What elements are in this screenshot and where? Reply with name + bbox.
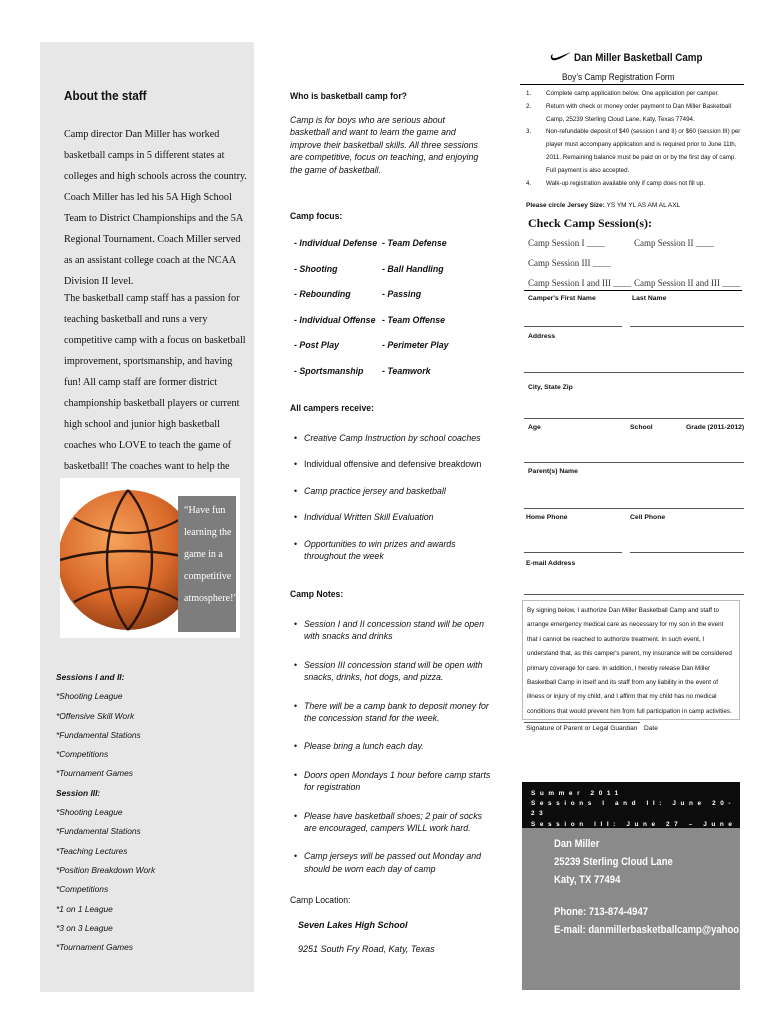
school-label: School [630,424,653,431]
dates-box [522,782,740,828]
about-paragraph-2: The basketball camp staff has a passion for teaching basketball and runs a very competitive camp with a focus on basketball improvement, sportsmanship, and having fun! All camp staff are former district championship basketball players or current high school and junior high basketball coaches who LOVE to teach the game of basketball! The coaches want to help the [64,293,246,472]
session-list-item: *Shooting League [56,691,123,702]
instruction-step [526,178,742,191]
about-staff-heading: About the staff [64,88,147,103]
location-address: 9251 South Fry Road, Katy, Texas [298,944,435,954]
session-option-1[interactable]: Camp Session I ____ [528,238,605,248]
parents-field[interactable] [524,508,744,509]
session-list-item: *Fundamental Stations [56,826,141,837]
about-paragraph-1: Camp director Dan Miller has worked basketball camps in 5 different states at colleges and high schools across the country. Coach Miller has led his 5A High School Team to District Championships and the 5A Regional Tournament. Coach Miller served as an assistant college coach at the NCAA Division II level. [64,129,247,287]
focus-item: - Post Play [294,340,339,351]
bullet-icon: • [294,619,298,629]
session-list-item: *Teaching Lectures [56,845,128,856]
receive-item [294,458,494,470]
first-name-field[interactable] [524,326,622,327]
session-option-3[interactable]: Camp Session III ____ [528,258,611,268]
focus-item: - Shooting [294,263,338,274]
focus-item: - Individual Defense [294,238,378,248]
note-item-text: Please have basketball shoes; 2 pair of socks are encouraged, campers WILL work hard. [304,810,482,834]
session-list-item: *Competitions [56,749,109,760]
receive-item [294,538,494,563]
receive-item-text: Creative Camp Instruction by school coaches [304,433,481,443]
location-name: Seven Lakes High School [298,920,408,930]
focus-heading: Camp focus: [290,210,343,221]
step-number: 4. [526,179,532,187]
focus-item: - Team Defense [382,238,447,248]
step-text: Return with check or money order payment to Dan Miller Basketball Camp, 25239 Sterling Cloud Lane, Katy, Texas 77494. [546,102,732,123]
note-item-text: Session III concession stand will be open with snacks, drinks, hot dogs, and pizza. [304,659,483,683]
note-item [294,810,494,835]
address-label: Address [528,333,556,340]
focus-row [294,238,484,264]
last-name-label: Last Name [632,295,667,302]
note-item-text: There will be a camp bank to deposit money for the concession stand for the week. [304,700,489,724]
age-school-grade-field[interactable] [524,462,744,463]
focus-item: - Teamwork [382,365,431,376]
receive-heading: All campers receive: [290,402,374,413]
note-item [294,850,494,875]
bullet-icon: • [294,741,298,752]
bullet-icon: • [294,485,298,496]
signature-label: Signature of Parent or Legal Guardian [526,725,638,732]
session-list-item: *Position Breakdown Work [56,864,156,875]
session-list-item: *Shooting League [56,807,123,818]
step-number: 3. [526,128,532,136]
session-3-dates: Session III: June 27 – June [531,820,737,828]
notes-list [294,618,494,875]
contact-name: Dan Miller [554,838,600,850]
instruction-step [526,126,742,177]
receive-item-text: Camp practice jersey and basketball [304,485,446,496]
bullet-icon: • [294,538,298,549]
step-number: 2. [526,102,532,110]
quote-box: “Have fun learning the game in a competitive atmosphere!” [178,496,236,632]
email-field[interactable] [524,594,744,595]
who-heading: Who is basketball camp for? [290,90,407,101]
session-list-item: Session III: [56,787,101,798]
notes-heading: Camp Notes: [290,588,344,599]
session-list-item: *Tournament Games [56,942,133,953]
contact-email[interactable]: E-mail: danmillerbasketballcamp@yahoo.com [554,924,762,936]
contact-city: Katy, TX 77494 [554,874,621,886]
city-label: City, State Zip [528,384,573,391]
bullet-icon: • [294,700,298,711]
focus-item: - Passing [382,289,422,300]
session-option-5[interactable]: Camp Session II and III ____ [634,278,741,288]
receive-item-text: Opportunities to win prizes and awards throughout the week [304,538,456,562]
session-list-item: Sessions I and II: [56,672,125,682]
focus-item: - Perimeter Play [382,340,449,351]
address-field[interactable] [524,372,744,373]
camp-title: Dan Miller Basketball Camp [574,52,703,64]
last-name-field[interactable] [630,326,744,327]
form-title: Boy’s Camp Registration Form [562,72,675,82]
title-divider [520,84,744,85]
step-text: Complete camp application below. One application per camper. [546,90,720,97]
receive-item [294,485,494,497]
grade-label: Grade (2011-2012) [686,424,745,431]
home-phone-label: Home Phone [526,514,568,521]
bullet-icon: • [294,851,298,862]
focus-row [294,340,484,366]
bullet-icon: • [294,810,298,821]
step-number: 1. [526,90,532,97]
jersey-sizes[interactable]: YS YM YL AS AM AL AXL [606,202,681,209]
note-item [294,618,494,643]
parents-label: Parent(s) Name [528,468,578,475]
focus-grid [294,238,484,392]
city-field[interactable] [524,418,744,419]
step-text: Walk-up registration available only if camp does not fill up. [546,179,706,187]
cell-phone-field[interactable] [630,552,744,553]
cell-phone-label: Cell Phone [630,514,666,521]
bullet-icon: • [294,433,298,443]
session-list-item: *Tournament Games [56,768,133,779]
bullet-icon: • [294,769,298,780]
bullet-icon: • [294,512,298,523]
session-option-4[interactable]: Camp Session I and III ____ [528,278,632,288]
note-item-text: Doors open Mondays 1 hour before camp starts for registration [304,769,491,793]
note-item [294,700,494,725]
session-list-item: *Offensive Skill Work [56,710,135,721]
focus-item: - Individual Offense [294,314,376,325]
who-text: Camp is for boys who are serious about basketball and want to learn the game and improve their basketball skills. All three sessions are competitive, focus on teaching, and enjoying the game of basketball. [290,115,479,175]
check-session-heading: Check Camp Session(s): [528,216,653,230]
focus-item: - Sportsmanship [294,365,364,376]
focus-row [294,264,484,290]
session-option-2[interactable]: Camp Session II ____ [634,238,714,248]
summer-label: Summer 2011 [531,790,623,797]
session-divider [524,290,742,291]
note-item [294,659,494,684]
focus-item: - Team Offense [382,314,446,325]
focus-row [294,315,484,341]
contact-phone: Phone: 713-874-4947 [554,906,649,918]
receive-item [294,511,494,523]
home-phone-field[interactable] [524,552,622,553]
location-heading: Camp Location: [290,894,351,905]
note-item [294,769,494,794]
instruction-step [526,88,742,101]
note-item-text: Session I and II concession stand will be open with snacks and drinks [304,619,484,642]
focus-row [294,289,484,315]
receive-item-text: Individual offensive and defensive breakdown [304,459,482,470]
receive-item [294,432,494,444]
instructions-list [526,88,742,190]
jersey-label: Please circle Jersey Size: [526,202,605,209]
sessions-list [56,668,155,957]
date-label: Date [644,725,658,732]
step-text: Non-refundable deposit of $40 (session I and II) or $60 (session III) per player must accompany application and is required prior to June 11th, 2011. Remaining balance must be paid on or by the first day of camp. Full payment is also accepted. [546,128,741,174]
bullet-icon: • [294,659,298,670]
sessions-1-2-dates: Sessions I and II: June 20- 23 [531,800,736,818]
signature-field[interactable] [524,722,640,723]
session-list-item: *Fundamental Stations [56,729,141,740]
note-item-text: Please bring a lunch each day. [304,741,424,752]
session-list-item: *1 on 1 League [56,903,113,914]
contact-street: 25239 Sterling Cloud Lane [554,856,673,868]
session-list-item: *3 on 3 League [56,922,113,933]
bullet-icon: • [294,459,298,470]
note-item-text: Camp jerseys will be passed out Monday and should be worn each day of camp [304,851,482,874]
jersey-size-line [526,202,680,209]
first-name-label: Camper's First Name [528,295,596,302]
email-label: E-mail Address [526,560,576,567]
consent-text: By signing below, I authorize Dan Miller Basketball Camp and staff to arrange emergency medical care as necessary for my son in the event that I cannot be reached to authorize treatment. In such event, I understand that, as this camper's parent, my insurance will be considered primary coverage for care. In addition, I hereby release Dan Miller Basketball Camp in itself and its staff from any liability in the event of illness or injury of my child, and I affirm that my child has no medical conditions that would prevent him from full participation in camp activities. [522,600,740,720]
session-list-item: *Competitions [56,884,109,895]
age-label: Age [528,424,541,431]
instruction-step [526,101,742,127]
receive-list [294,432,494,562]
focus-row [294,366,484,392]
note-item [294,740,494,752]
focus-item: - Ball Handling [382,263,444,274]
swoosh-icon [550,50,572,62]
focus-item: - Rebounding [294,289,351,300]
receive-item-text: Individual Written Skill Evaluation [304,512,434,523]
